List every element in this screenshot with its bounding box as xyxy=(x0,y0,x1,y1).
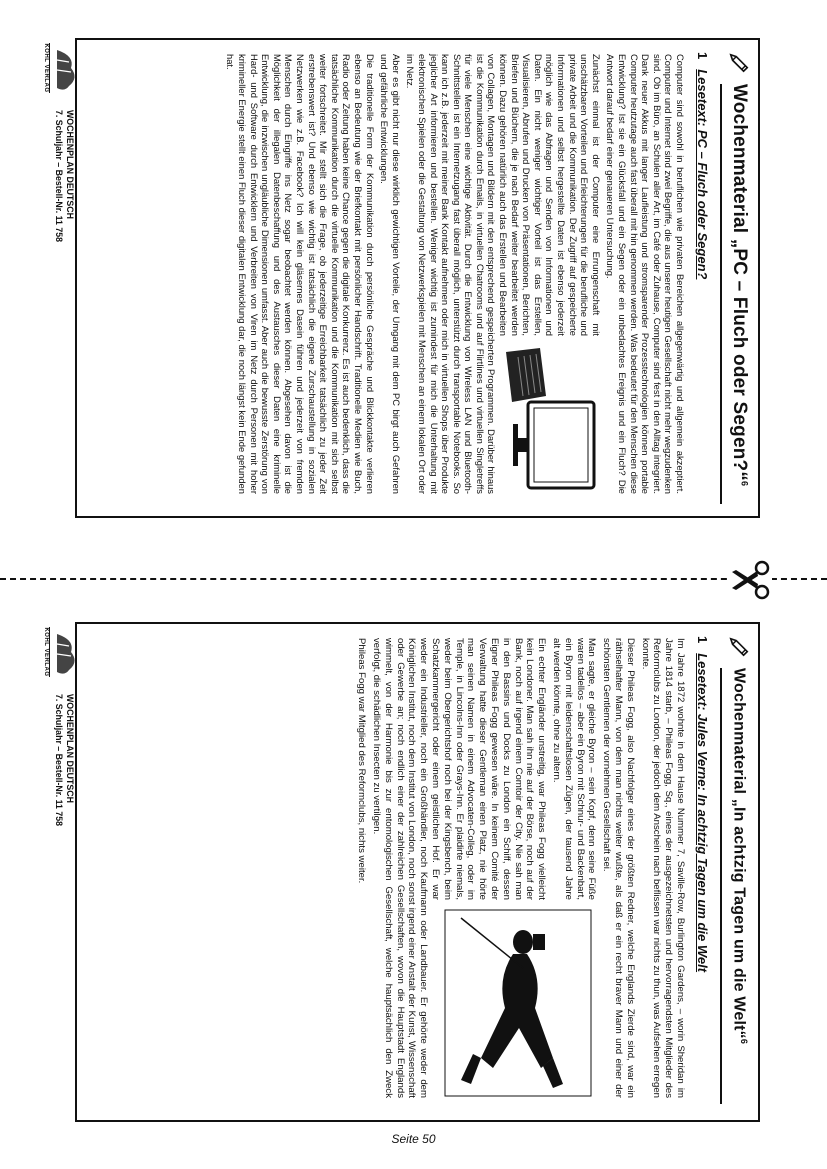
publisher-logo: KOHL VERLAG xyxy=(44,42,85,94)
reading-text xyxy=(222,54,686,494)
computer-illustration xyxy=(504,344,600,494)
cut-line xyxy=(0,578,827,580)
worksheet-title: Wochenmaterial „In achtzig Tagen um die Welt“$^6$ xyxy=(730,668,749,1045)
worksheet-footer xyxy=(44,626,84,1106)
paragraph: Dieser Phileas Fogg, also Nachfolger eines der größten Redner, welche Englands Zierde sind, war ein räthselhafter Mann, von dem man nichts weiter wußte, als daß er ein recht braver Mann und einer der schönsten Gentlemen der vornehmen Gesellschaft sei. xyxy=(601,638,636,1098)
paragraph: Aber es gibt nicht nur diese wirklich gewichtigen Vorteile, der Umgang mit dem PC birgt auch Gefahren und gefährliche Entwicklungen. xyxy=(379,54,402,494)
publisher-logo: KOHL VERLAG xyxy=(44,626,85,678)
footer-info: WOCHENPLAN DEUTSCH 7. Schuljahr – Bestell-Nr. 11 758 xyxy=(54,110,75,243)
reading-text xyxy=(352,638,686,1098)
paragraph: Ein echter Engländer unstreitig, war Phileas Fogg vielleicht kein Londoner. Man sah ihn nie auf der Börse, noch auf der Bank, noch auf irgend einem Comtoir der City. Nie sah man in den Bassins und Docks zu London ein Schiff, dessen Eigner Phileas Fogg gewesen wäre. In keinem Comité der Verwaltung hatte dieser Gentleman einen Platz, nie hörte man seinen Namen in einem Advocaten-Colleg, oder im Temple, in Lincolns-Inn oder Grays-Inn. Er plaidirte niemals, weder beim Obergerichtshof noch bei der Kingsbench, beim Schatzkammergericht oder einem geistlichen Hof. Er war weder ein Industrieller, noch ein Großhändler, noch Kaufmann oder Landbauer. Er gehörte weder dem Königlichen Institut, noch dem Institut von London, noch sonst irgend einer Anstalt der Kunst, Wissenschaft oder Gewerbe an; noch endlich einer der zahlreichen Gesellschaften, wovon die Hauptstadt Englands wimmelt, von der Harmonie bis zur entomologischen Gesellschaft, welche hauptsächlich den Zweck verfolgt, die schädlichen Insecten zu vertilgen. xyxy=(371,638,548,1098)
gentleman-silhouette xyxy=(443,908,593,1098)
lesetext-heading: 1Lesetext: PC – Fluch oder Segen? xyxy=(695,52,710,280)
paragraph: Computer sind sowohl in beruflichen wie privaten Bereichen allgegenwärtig und allgemein akzeptiert. Computer und Internet sind zwei Begriffe, die aus unserer heutigen Gesellschaft nicht mehr wegzudenken sind. Ob im Büro, an Schulen aller Art, im Café oder Zuhause, Computer sind fest in den Alltag integriert. Dank neuer Akkus mit langer Laufleistung und stromsparender Prozesstechnologien können portable Computer heutzutage auch fast überall mit hin genommen werden. Was bedeutet für den Menschen diese Entwicklung? Ist sie ein Glücksfall und ein Segen oder ein unbedachtes Ereignis und ein Fluch? Die Antwort darauf bedarf einer genaueren Untersuchung. xyxy=(605,54,686,495)
worksheet-header xyxy=(728,52,750,502)
worksheet-verne xyxy=(43,612,760,1124)
worksheet-header xyxy=(728,636,750,1086)
worksheet-footer xyxy=(44,42,84,522)
pencil-icon xyxy=(728,636,750,658)
paragraph: Zunächst einmal ist der Computer eine Errungenschaft mit unschätzbaren Vorteilen und Erleichterungen für die berufliche und private Arbeit und die Kommunikation. Der Zugriff auf gespeicherte Informationen und selbst hergestellte Daten ist ebenso jederzeit möglich wie das Abfragen und Senden von Informationen und Daten. Ein nicht weniger wichtiger Vorteil ist das Erstellen, Visualisieren, Abrufen und Drucken von Präsentationen, Berichten, Briefen und Büchern, die je nach Bedarf weiter bearbeitet werden können. Dazu gehören natürlich auch das Erstellen und Bearbeiten von Collagen, Montagen und Bildern mit den entsprechend gespeicherten Programmen. Darüber hinaus ist die Kommunikation durch Emails, in virtuellen Chatrooms und auf Flirtlines und virtuellen Singletreffs für viele Menschen eine wichtige Aktivität. Durch die Entwicklung von Wireless LAN und Bluetooth-Schnittstellen ist ein Internetzugang fast überall möglich, unterstützt durch transportable Notebooks. So kann ich z.B. jederzeit mit meiner Bank Kontakt aufnehmen oder mich in virtuellen Shops über Produkte jeglicher Art informieren und bestellen. Weniger wichtig ist zumindest für mich die Unterhaltung mit elektronischen Spielen oder die Gestaltung von Netzwerkspielen mit Menschen an einem lokalen Ort oder im Netz. xyxy=(405,54,602,494)
worksheet-pc xyxy=(43,28,760,530)
paragraph: Phileas Fogg war Mitglied des Reformclubs, nichts weiter. xyxy=(356,638,368,884)
paragraph: Man sagte, er gleiche Byron – sein Kopf, denn seine Füße waren tadellos – aber ein Byron mit Schnur- und Backenbart, ein Byron mit leidenschaftslosen Zügen, der tausend Jahre alt werden könnte, ohne zu altern. xyxy=(551,638,598,900)
pencil-icon xyxy=(728,52,750,74)
footer-info: WOCHENPLAN DEUTSCH 7. Schuljahr – Bestell-Nr. 11 758 xyxy=(54,694,75,827)
page-number: Seite 50 xyxy=(391,1132,436,1146)
paragraph: Im Jahre 1872 wohnte in dem Hause Nummer 7, Saville-Row, Burlington Gardens, – worin Sheridan im Jahre 1814 starb, – Phileas Fogg, Sq., eines der ausgezeichnetsten und hervorragendsten Mitglieder des Reformclubs zu London, der jedoch dem Anschein nach beflissen war nichts zu thun, was Aufsehen erregen konnte. xyxy=(639,638,686,1098)
lesetext-heading: 1Lesetext: Jules Verne: In achtzig Tagen um die Welt xyxy=(695,636,710,973)
worksheet-title: Wochenmaterial „PC – Fluch oder Segen?“$^6$ xyxy=(729,84,750,487)
paragraph: Die traditionelle Form der Kommunikation durch persönliche Gespräche und Blickkontakte verlieren ebenso an Bedeutung wie der Briefkontakt mit persönlicher Handschrift. Traditionelle Medien wie Buch, Radio oder Zeitung haben keine Chance gegen die digitale Konkurrenz. Es ist auch bedenklich, dass die tatsächliche Kommunikation durch die virtuelle Kommunikation und die Kommunikation mit sich selbst weiter fortschreitet. Mir stellt sich die Frage, ob jederzeitige Erreichbarkeit tatsächlich zu jeder Zeit erstrebenswert ist? Und ebenso wie wichtig ist tatsächlich die eigene Zurschaustellung in sozialen Netzwerken wie z.B. Facebook? Ich will kein gläsernes Dasein führen und jederzeit von fremden Menschen durch Eingriffe ins Netz sogar beobachtet werden können. Abgesehen davon ist die Möglichkeit der illegalen Datenbeschaffung und des Austausches dieser Daten eine kriminelle Entwicklung, die inzwischen ungläubliche Dimensionen umfasst. Aber auch die bewusste Zerstörung von Hard- und Software durch Entwicklern und Verbreiten von Viren im Netz durch Personen mit hoher krimineller Energie stellt einen Fluch dieser digitalen Entwicklung dar, die noch längst kein Ende gefunden hat. xyxy=(225,54,376,494)
title-underline xyxy=(720,668,722,1104)
scissors-icon xyxy=(728,560,772,600)
title-underline xyxy=(720,84,722,504)
